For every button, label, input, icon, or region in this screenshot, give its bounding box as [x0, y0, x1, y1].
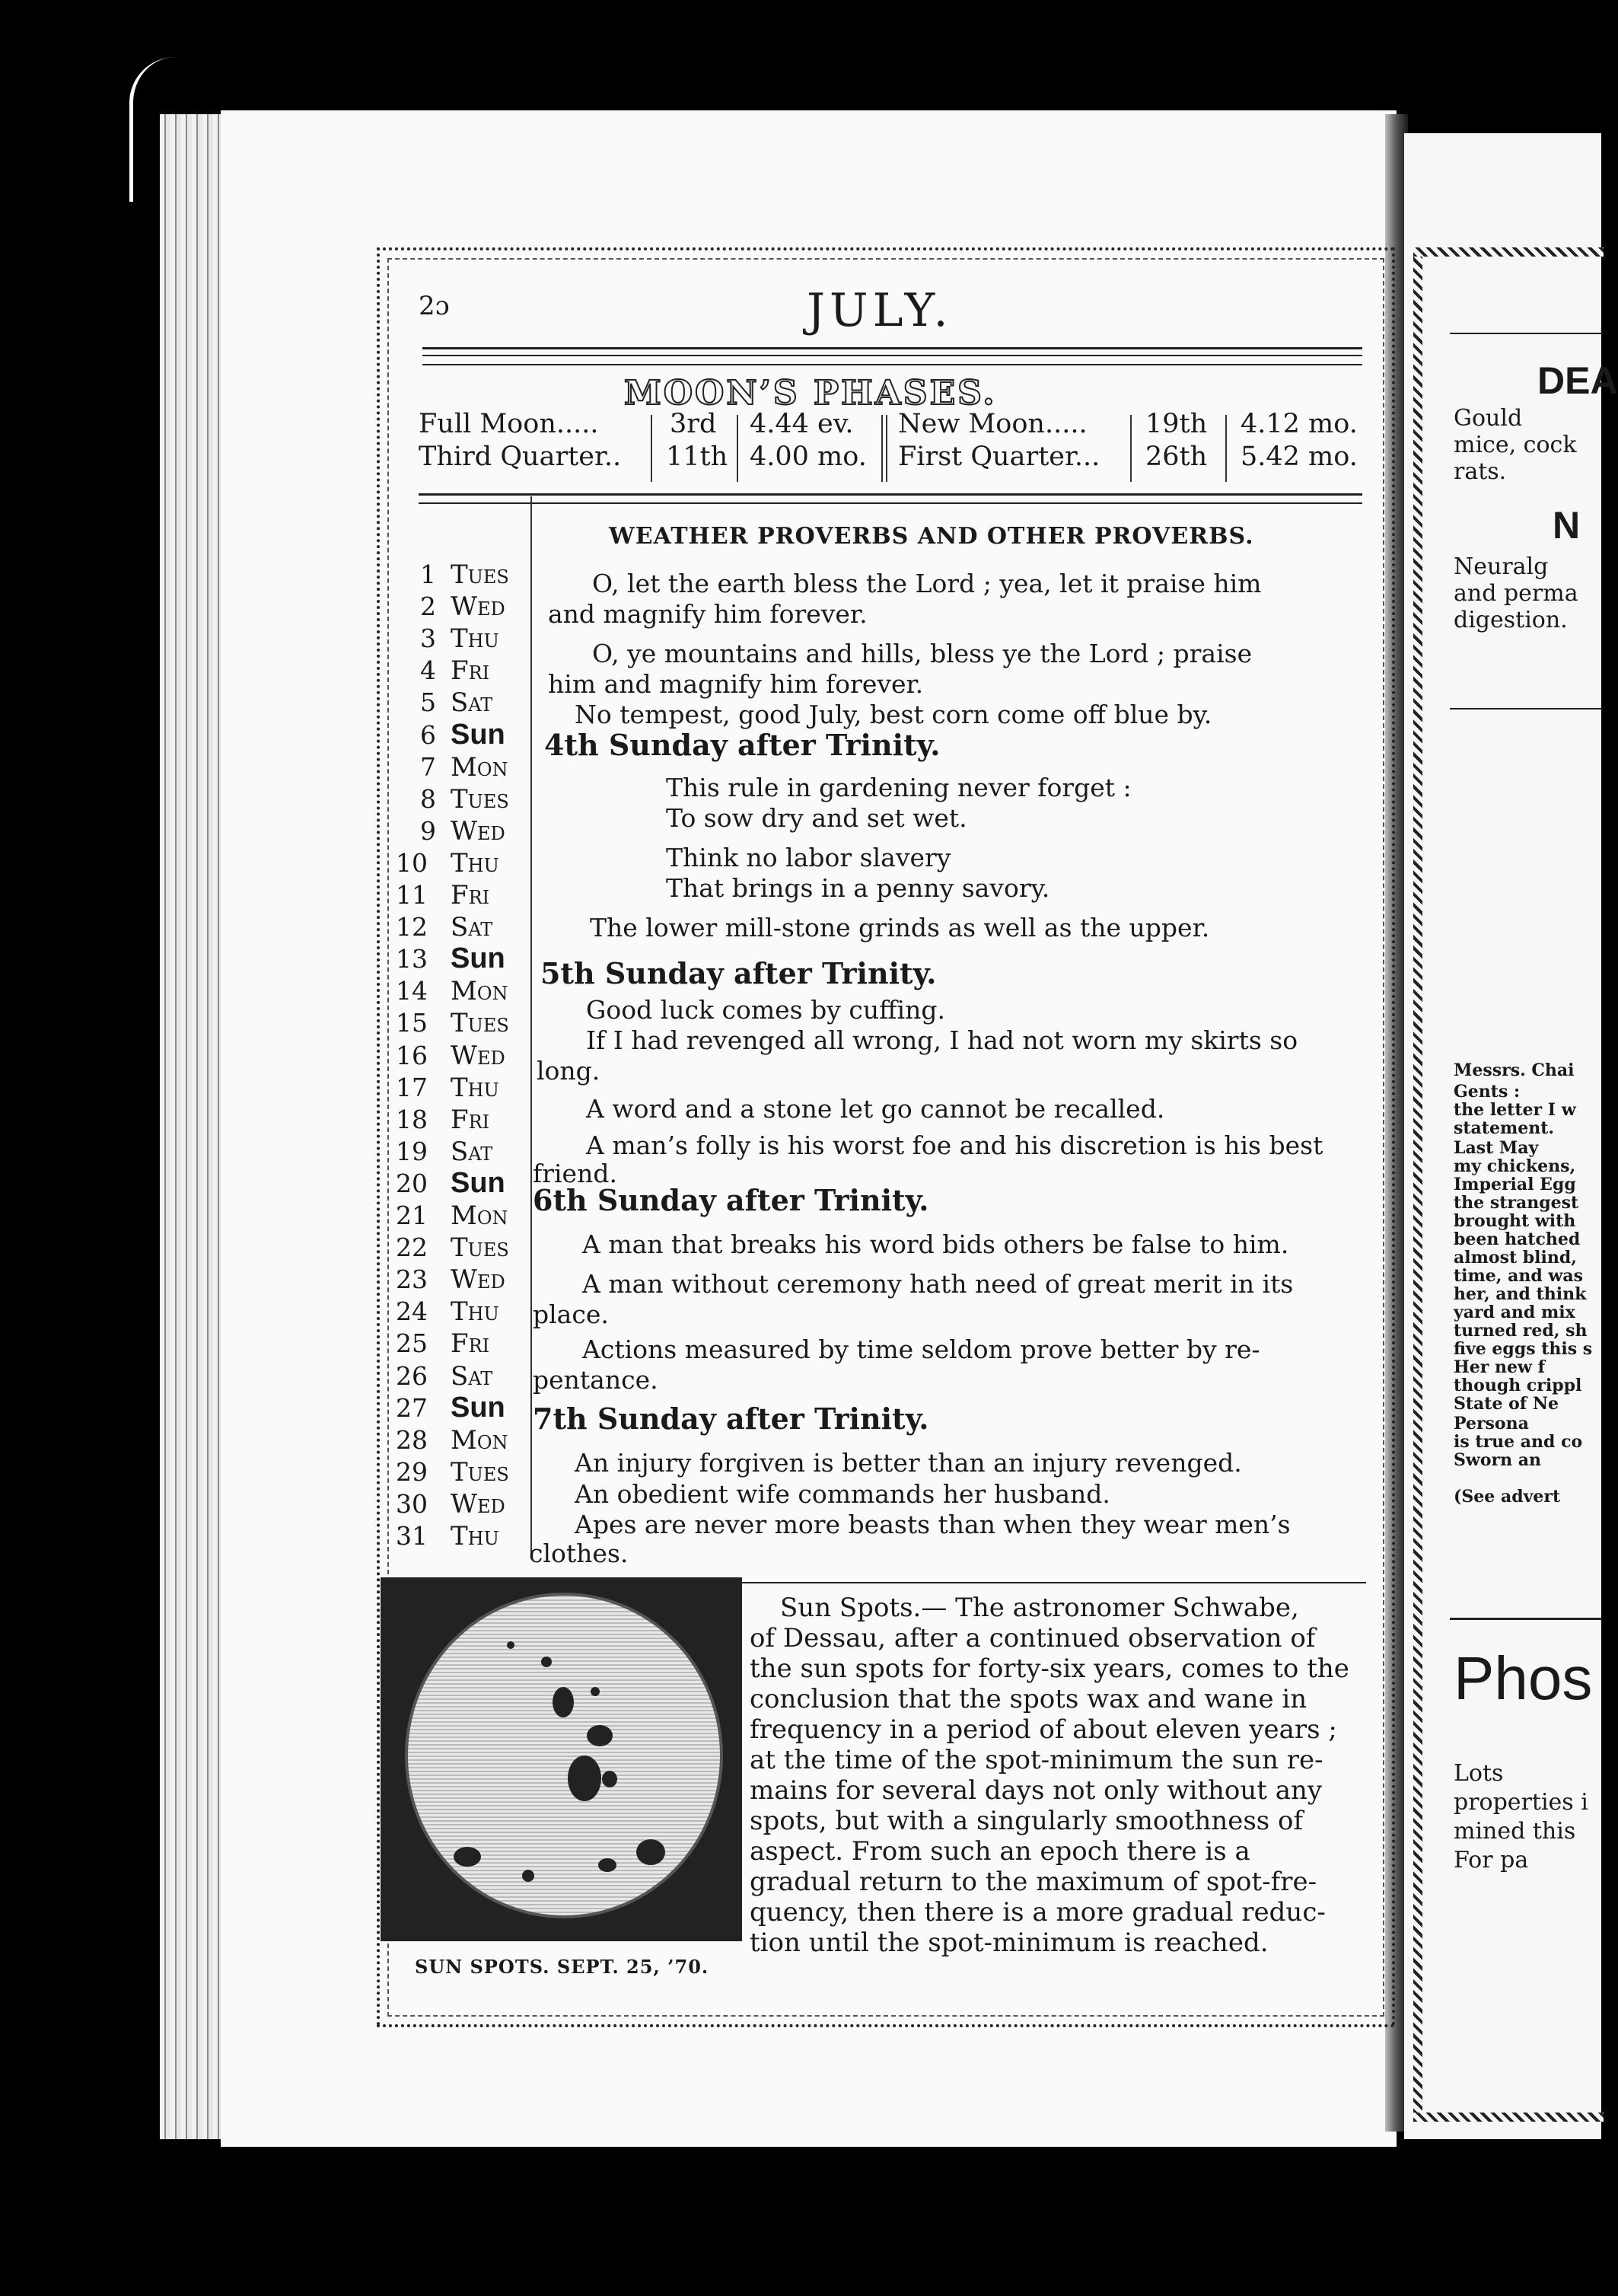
- moon-table-divider: [651, 415, 652, 482]
- moon-phase-name: New Moon.....: [898, 409, 1088, 439]
- moon-phase-time: 4.44 ev.: [750, 409, 854, 439]
- sun-spots-line: of Dessau, after a continued observation of: [750, 1623, 1316, 1653]
- right-page-line: DEA: [1537, 359, 1618, 402]
- calendar-weekday: Wed: [451, 592, 505, 622]
- proverb-line: friend.: [533, 1159, 617, 1188]
- sun-spot: [454, 1847, 481, 1867]
- proverb-line: Good luck comes by cuffing.: [586, 995, 945, 1025]
- sun-spots-line: mains for several days not only without any: [750, 1775, 1323, 1806]
- calendar-column-divider: [530, 496, 532, 1558]
- right-page-rule: [1450, 1618, 1602, 1620]
- calendar-weekday: Sat: [451, 1361, 493, 1392]
- moon-phase-date: 19th: [1145, 409, 1208, 439]
- proverb-line: Apes are never more beasts than when they wear men’s: [575, 1510, 1291, 1539]
- sun-spots-line: quency, then there is a more gradual reduc-: [750, 1897, 1326, 1928]
- right-page-line: almost blind,: [1454, 1248, 1577, 1268]
- moon-phases-title: MOON’S PHASES.: [624, 374, 997, 413]
- proverb-line: The lower mill-stone grinds as well as the upper.: [590, 913, 1210, 942]
- calendar-weekday: Sun: [451, 1167, 505, 1199]
- page-number: 2ɔ: [419, 291, 450, 321]
- right-page-line: State of Ne: [1454, 1394, 1559, 1414]
- calendar-weekday: Thu: [451, 623, 499, 654]
- calendar-weekday: Sun: [451, 1392, 505, 1424]
- section-rule: [419, 493, 1362, 496]
- proverb-line: This rule in gardening never forget :: [666, 773, 1132, 802]
- calendar-day-number: 13: [396, 944, 428, 974]
- sun-spot: [522, 1870, 534, 1882]
- calendar-day-number: 1: [420, 560, 436, 589]
- right-page-line: Last May: [1454, 1138, 1539, 1158]
- calendar-day-number: 14: [396, 976, 428, 1006]
- calendar-weekday: Fri: [451, 880, 490, 910]
- sun-spot: [541, 1657, 552, 1667]
- right-page-line: brought with: [1454, 1211, 1576, 1231]
- proverb-line: If I had revenged all wrong, I had not worn my skirts so: [586, 1025, 1298, 1055]
- calendar-day-number: 17: [396, 1073, 428, 1102]
- right-page-line: yard and mix: [1454, 1303, 1575, 1322]
- moon-phase-date: 3rd: [670, 409, 717, 439]
- calendar-weekday: Thu: [451, 1073, 499, 1103]
- sun-spots-illustration: [381, 1577, 742, 1941]
- proverb-line: To sow dry and set wet.: [666, 803, 967, 833]
- right-page-line: the letter I w: [1454, 1100, 1576, 1120]
- proverb-line: Think no labor slavery: [666, 843, 951, 872]
- right-page-line: the strangest: [1454, 1193, 1579, 1213]
- calendar-day-number: 20: [396, 1169, 428, 1198]
- calendar-day-number: 18: [396, 1105, 428, 1134]
- right-page-line: five eggs this s: [1454, 1339, 1593, 1359]
- calendar-day-number: 11: [396, 880, 428, 910]
- right-page-rule: [1450, 333, 1602, 334]
- right-page-line: Messrs. Chai: [1454, 1060, 1575, 1080]
- title-rule: [422, 364, 1362, 365]
- sunday-heading: 4th Sunday after Trinity.: [544, 728, 941, 762]
- sun-spots-line: tion until the spot-minimum is reached.: [750, 1928, 1269, 1958]
- proverb-line: Actions measured by time seldom prove better by re-: [582, 1335, 1260, 1364]
- sun-spots-line: gradual return to the maximum of spot-fre-: [750, 1867, 1317, 1897]
- right-page-line: mice, cock: [1454, 432, 1577, 458]
- calendar-weekday: Wed: [451, 1041, 505, 1071]
- calendar-day-number: 3: [420, 623, 436, 653]
- title-rule: [422, 355, 1362, 356]
- proverb-line: clothes.: [529, 1539, 629, 1568]
- sun-spots-line: frequency in a period of about eleven years ;: [750, 1714, 1337, 1745]
- right-page-line: digestion.: [1454, 607, 1568, 633]
- sun-spot: [568, 1755, 601, 1801]
- sun-spot: [636, 1839, 665, 1865]
- proverb-line: A man that breaks his word bids others be false to him.: [582, 1229, 1289, 1259]
- sun-spot: [598, 1858, 616, 1872]
- moon-phase-date: 26th: [1145, 442, 1208, 472]
- calendar-day-number: 22: [396, 1233, 428, 1262]
- calendar-day-number: 6: [420, 720, 436, 750]
- sun-spot: [587, 1725, 613, 1746]
- calendar-weekday: Sun: [451, 719, 505, 751]
- calendar-day-number: 10: [396, 848, 428, 878]
- calendar-day-number: 21: [396, 1201, 428, 1230]
- calendar-weekday: Tues: [451, 560, 509, 590]
- calendar-weekday: Sat: [451, 912, 493, 942]
- proverbs-heading: WEATHER PROVERBS AND OTHER PROVERBS.: [609, 523, 1254, 550]
- right-page-line: and perma: [1454, 580, 1578, 607]
- section-rule: [419, 502, 1362, 504]
- calendar-day-number: 28: [396, 1425, 428, 1455]
- moon-phase-time: 4.00 mo.: [750, 442, 867, 472]
- moon-phase-time: 5.42 mo.: [1241, 442, 1358, 472]
- right-page-line: though crippl: [1454, 1376, 1582, 1395]
- moon-phase-name: Full Moon.....: [419, 409, 599, 439]
- calendar-weekday: Mon: [451, 976, 508, 1006]
- calendar-weekday: Thu: [451, 848, 499, 879]
- calendar-day-number: 16: [396, 1041, 428, 1070]
- sun-spots-line: conclusion that the spots wax and wane in: [750, 1684, 1307, 1714]
- moon-table-divider: [737, 415, 738, 482]
- right-page-line: turned red, sh: [1454, 1321, 1588, 1341]
- calendar-weekday: Fri: [451, 1105, 490, 1135]
- right-page-line: Imperial Egg: [1454, 1175, 1576, 1194]
- calendar-weekday: Tues: [451, 1233, 509, 1263]
- calendar-day-number: 2: [420, 592, 436, 621]
- right-page-line: mined this: [1454, 1818, 1576, 1845]
- right-page-line: Lots: [1454, 1760, 1504, 1787]
- sun-spots-line: aspect. From such an epoch there is a: [750, 1836, 1250, 1867]
- proverb-line: and magnify him forever.: [548, 599, 868, 629]
- right-page-line: my chickens,: [1454, 1156, 1576, 1176]
- sun-spot: [507, 1641, 514, 1649]
- right-page-line: her, and think: [1454, 1284, 1587, 1304]
- proverb-line: long.: [537, 1056, 600, 1086]
- sun-spot: [602, 1771, 617, 1787]
- calendar-weekday: Thu: [451, 1521, 499, 1551]
- right-page-line: statement.: [1454, 1118, 1555, 1138]
- calendar-day-number: 27: [396, 1393, 428, 1423]
- calendar-day-number: 29: [396, 1457, 428, 1487]
- sun-spot: [553, 1687, 574, 1717]
- calendar-weekday: Mon: [451, 1425, 508, 1456]
- calendar-day-number: 31: [396, 1521, 428, 1551]
- calendar-day-number: 25: [396, 1328, 428, 1358]
- calendar-day-number: 15: [396, 1008, 428, 1038]
- right-page-line: rats.: [1454, 458, 1507, 485]
- calendar-weekday: Fri: [451, 655, 490, 686]
- page-title: JULY.: [807, 284, 953, 337]
- calendar-weekday: Wed: [451, 816, 505, 847]
- calendar-day-number: 23: [396, 1264, 428, 1294]
- right-page-border-left: [1413, 255, 1422, 2113]
- moon-table-divider: [881, 415, 883, 482]
- right-page-line: properties i: [1454, 1789, 1588, 1816]
- moon-table-divider: [886, 415, 887, 482]
- calendar-day-number: 19: [396, 1137, 428, 1166]
- calendar-weekday: Thu: [451, 1296, 499, 1327]
- moon-phase-date: 11th: [666, 442, 728, 472]
- moon-phase-name: First Quarter...: [898, 442, 1100, 472]
- sun-spots-line: the sun spots for forty-six years, comes to the: [750, 1653, 1349, 1684]
- calendar-weekday: Tues: [451, 1457, 509, 1488]
- right-page-line: Her new f: [1454, 1357, 1546, 1377]
- sun-spots-line: spots, but with a singularly smoothness of: [750, 1806, 1304, 1836]
- sunday-heading: 7th Sunday after Trinity.: [533, 1402, 929, 1436]
- title-rule: [422, 347, 1362, 349]
- proverb-line: him and magnify him forever.: [548, 669, 924, 699]
- calendar-day-number: 7: [420, 752, 436, 782]
- sun-spot: [591, 1687, 600, 1696]
- right-page-line: Gould: [1454, 405, 1523, 432]
- sun-spots-line: at the time of the spot-minimum the sun re-: [750, 1745, 1323, 1775]
- right-page-rule: [1450, 708, 1602, 710]
- calendar-weekday: Fri: [451, 1328, 490, 1359]
- calendar-day-number: 26: [396, 1361, 428, 1391]
- proverb-line: O, ye mountains and hills, bless ye the Lord ; praise: [592, 639, 1253, 668]
- proverb-line: An injury forgiven is better than an injury revenged.: [575, 1448, 1242, 1478]
- calendar-day-number: 4: [420, 655, 436, 685]
- sunday-heading: 6th Sunday after Trinity.: [533, 1183, 929, 1217]
- right-page-line: N: [1553, 504, 1581, 547]
- right-page-line: time, and was: [1454, 1266, 1583, 1286]
- book-page-edges: [160, 114, 228, 2139]
- sun-disc: [405, 1593, 723, 1918]
- moon-phase-time: 4.12 mo.: [1241, 409, 1358, 439]
- calendar-weekday: Wed: [451, 1489, 505, 1520]
- right-page-border-top: [1413, 247, 1604, 257]
- bookmark-ribbon: [129, 57, 186, 202]
- calendar-weekday: Mon: [451, 1201, 508, 1231]
- illustration-caption: SUN SPOTS. SEPT. 25, ’70.: [415, 1956, 709, 1978]
- right-page-line: Persona: [1454, 1414, 1529, 1433]
- right-page-line: Sworn an: [1454, 1450, 1541, 1470]
- moon-table-divider: [1130, 415, 1132, 482]
- right-page: [1404, 133, 1618, 2139]
- proverb-line: A man without ceremony hath need of great merit in its: [582, 1269, 1294, 1299]
- calendar-weekday: Tues: [451, 1008, 509, 1038]
- calendar-weekday: Sun: [451, 942, 505, 974]
- sunday-heading: 5th Sunday after Trinity.: [540, 956, 937, 990]
- sun-spots-line: Sun Spots.— The astronomer Schwabe,: [780, 1593, 1299, 1623]
- calendar-weekday: Wed: [451, 1264, 505, 1295]
- right-page-line: been hatched: [1454, 1229, 1581, 1249]
- calendar-weekday: Tues: [451, 784, 509, 815]
- calendar-day-number: 5: [420, 687, 436, 717]
- proverb-line: An obedient wife commands her husband.: [575, 1479, 1110, 1509]
- calendar-day-number: 30: [396, 1489, 428, 1519]
- proverb-line: O, let the earth bless the Lord ; yea, let it praise him: [592, 569, 1262, 598]
- proverb-line: No tempest, good July, best corn come off blue by.: [575, 700, 1212, 729]
- right-page-line: Neuralg: [1454, 553, 1549, 580]
- calendar-day-number: 8: [420, 784, 436, 814]
- calendar-weekday: Mon: [451, 752, 508, 783]
- right-page-border-bottom: [1413, 2113, 1604, 2122]
- calendar-day-number: 24: [396, 1296, 428, 1326]
- moon-table-divider: [1225, 415, 1227, 482]
- calendar-day-number: 12: [396, 912, 428, 942]
- calendar-weekday: Sat: [451, 687, 493, 718]
- proverb-line: place.: [533, 1299, 609, 1329]
- proverb-line: pentance.: [533, 1365, 658, 1395]
- calendar-day-number: 9: [420, 816, 436, 846]
- calendar-weekday: Sat: [451, 1137, 493, 1167]
- right-page-line: Phos: [1454, 1644, 1593, 1712]
- right-page-line: For pa: [1454, 1847, 1529, 1873]
- proverb-line: A word and a stone let go cannot be recalled.: [586, 1094, 1165, 1124]
- right-page-line: is true and co: [1454, 1432, 1583, 1452]
- proverb-line: That brings in a penny savory.: [666, 873, 1050, 903]
- moon-phase-name: Third Quarter..: [419, 442, 622, 472]
- right-page-line: (See advert: [1454, 1487, 1561, 1507]
- right-page-line: Gents :: [1454, 1082, 1521, 1102]
- proverb-line: A man’s folly is his worst foe and his discretion is his best: [586, 1130, 1323, 1160]
